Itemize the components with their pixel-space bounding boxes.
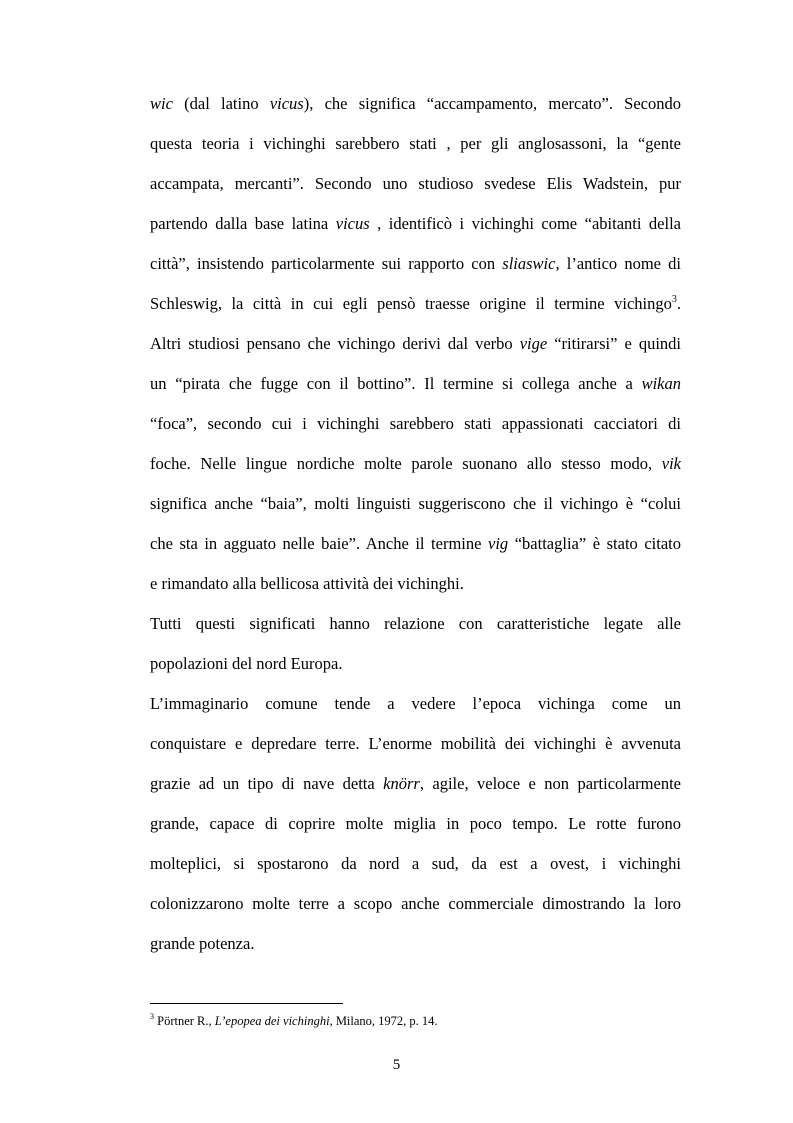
text-line-2: questa teoria i vichinghi sarebbero stati , per gli anglosassoni, la “gente	[150, 134, 681, 153]
footnote-title: L’epopea dei vichinghi	[214, 1014, 330, 1028]
text-line-10: foche. Nelle lingue nordiche molte parole suonano allo stesso modo, vik	[150, 454, 681, 473]
text-line-12: che sta in agguato nelle baie”. Anche il termine vig “battaglia” è stato citato	[150, 534, 681, 553]
footnote-author: Pörtner R.,	[154, 1014, 215, 1028]
page-number: 5	[392, 1057, 401, 1073]
footnote-rest: , Milano, 1972, p. 14.	[329, 1014, 438, 1028]
text-line-1: wic (dal latino vicus), che significa “accampamento, mercato”. Secondo	[150, 94, 681, 113]
footnote-ref: 3	[671, 293, 677, 305]
text-line-13: e rimandato alla bellicosa attività dei vichinghi.	[150, 574, 464, 593]
text-line-16: L’immaginario comune tende a vedere l’epoca vichinga come un	[150, 694, 681, 713]
text-line-17: conquistare e depredare terre. L’enorme mobilità dei vichinghi è avvenuta	[150, 734, 681, 753]
footnote-mark: 3	[150, 1011, 154, 1021]
text-line-8: un “pirata che fugge con il bottino”. Il termine si collega anche a wikan	[150, 374, 681, 393]
text-line-21: colonizzarono molte terre a scopo anche commerciale dimostrando la loro	[150, 894, 681, 913]
text-line-6: Schleswig, la città in cui egli pensò traesse origine il termine vichingo$^3$.	[150, 293, 681, 313]
text-line-9: “foca”, secondo cui i vichinghi sarebbero stati appassionati cacciatori di	[150, 414, 681, 433]
text-line-15: popolazioni del nord Europa.	[150, 654, 343, 673]
text-line-5: città”, insistendo particolarmente sui rapporto con sliaswic, l’antico nome di	[150, 254, 681, 273]
text-line-14: Tutti questi significati hanno relazione con caratteristiche legate alle	[150, 614, 681, 633]
text-line-7: Altri studiosi pensano che vichingo derivi dal verbo vige “ritirarsi” e quindi	[150, 334, 681, 353]
footnote-separator	[150, 1003, 343, 1004]
text-line-11: significa anche “baia”, molti linguisti suggeriscono che il vichingo è “colui	[150, 494, 681, 513]
text-line-22: grande potenza.	[150, 934, 255, 953]
text-line-3: accampata, mercanti”. Secondo uno studioso svedese Elis Wadstein, pur	[150, 174, 681, 193]
text-line-19: grande, capace di coprire molte miglia in poco tempo. Le rotte furono	[150, 814, 681, 833]
footnote	[150, 1013, 438, 1029]
text-line-20: molteplici, si spostarono da nord a sud, da est a ovest, i vichinghi	[150, 854, 681, 873]
text-line-18: grazie ad un tipo di nave detta knörr, agile, veloce e non particolarmente	[150, 774, 681, 793]
text-line-4: partendo dalla base latina vicus , identificò i vichinghi come “abitanti della	[150, 214, 681, 233]
